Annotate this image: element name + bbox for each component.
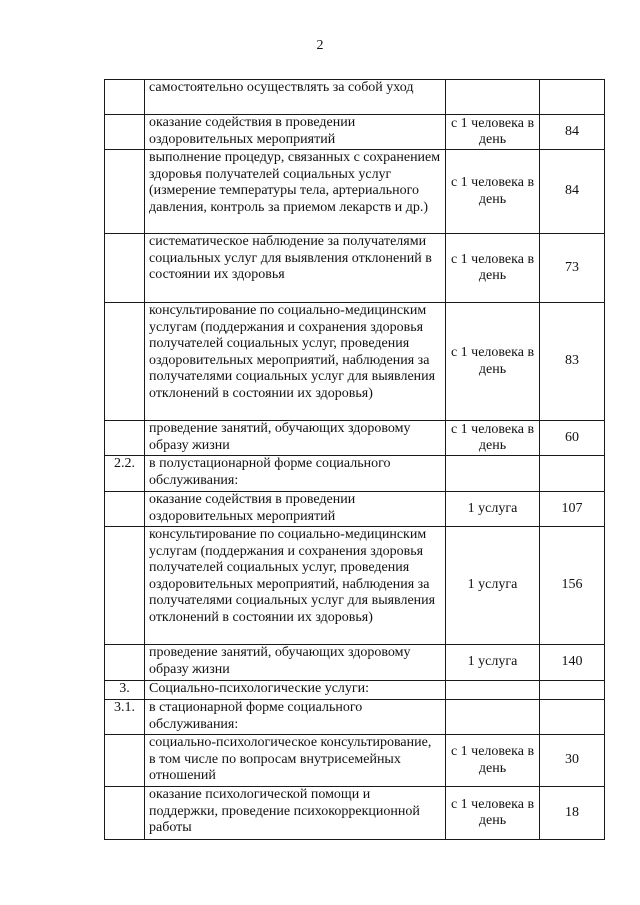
service-unit xyxy=(446,700,540,735)
service-unit: 1 услуга xyxy=(446,492,540,527)
row-number xyxy=(105,787,145,840)
service-price: 83 xyxy=(540,303,605,421)
service-unit: с 1 человека в день xyxy=(446,735,540,787)
row-number xyxy=(105,234,145,303)
service-name: проведение занятий, обучающих здоровому образу жизни xyxy=(145,645,446,681)
table-row xyxy=(105,645,605,681)
service-unit: с 1 человека в день xyxy=(446,787,540,840)
service-unit: с 1 человека в день xyxy=(446,421,540,456)
table-row xyxy=(105,735,605,787)
row-number xyxy=(105,735,145,787)
service-name: консультирование по социально-медицинским услугам (поддержания и сохранения здоровья получателей социальных услуг, проведения оздоровительных мероприятий, наблюдения за получателями социальных услуг для выявления отклонений в состоянии их здоровья) xyxy=(145,303,446,421)
service-price xyxy=(540,681,605,700)
service-unit: 1 услуга xyxy=(446,645,540,681)
service-unit: с 1 человека в день xyxy=(446,115,540,150)
service-unit xyxy=(446,681,540,700)
service-name: социально-психологическое консультирование, в том числе по вопросам внутрисемейных отношений xyxy=(145,735,446,787)
service-price: 73 xyxy=(540,234,605,303)
row-number: 3.1. xyxy=(105,700,145,735)
table-row xyxy=(105,787,605,840)
row-number xyxy=(105,150,145,234)
service-price: 84 xyxy=(540,150,605,234)
table-row xyxy=(105,456,605,492)
service-price: 84 xyxy=(540,115,605,150)
row-number xyxy=(105,80,145,115)
service-name: проведение занятий, обучающих здоровому образу жизни xyxy=(145,421,446,456)
table-row xyxy=(105,681,605,700)
service-name: оказание психологической помощи и поддержки, проведение психокоррекционной работы xyxy=(145,787,446,840)
row-number: 2.2. xyxy=(105,456,145,492)
row-number xyxy=(105,527,145,645)
row-number: 3. xyxy=(105,681,145,700)
service-price: 156 xyxy=(540,527,605,645)
service-unit: с 1 человека в день xyxy=(446,150,540,234)
section-heading: Социально-психологические услуги: xyxy=(145,681,446,700)
section-heading: в полустационарной форме социального обслуживания: xyxy=(145,456,446,492)
service-price xyxy=(540,456,605,492)
service-name: оказание содействия в проведении оздоровительных мероприятий xyxy=(145,492,446,527)
tariff-table xyxy=(104,79,605,840)
row-number xyxy=(105,115,145,150)
service-unit: с 1 человека в день xyxy=(446,303,540,421)
row-number xyxy=(105,303,145,421)
table-row xyxy=(105,421,605,456)
service-price: 60 xyxy=(540,421,605,456)
service-price: 140 xyxy=(540,645,605,681)
service-price: 18 xyxy=(540,787,605,840)
table-row xyxy=(105,527,605,645)
table-row xyxy=(105,700,605,735)
table-row xyxy=(105,234,605,303)
row-number xyxy=(105,492,145,527)
table-row xyxy=(105,492,605,527)
service-name: систематическое наблюдение за получателями социальных услуг для выявления отклонений в состоянии их здоровья xyxy=(145,234,446,303)
row-number xyxy=(105,421,145,456)
service-price: 30 xyxy=(540,735,605,787)
service-name: консультирование по социально-медицинским услугам (поддержания и сохранения здоровья получателей социальных услуг, проведения оздоровительных мероприятий, наблюдения за получателями социальных услуг для выявления отклонений в состоянии их здоровья) xyxy=(145,527,446,645)
table-row xyxy=(105,80,605,115)
service-name: самостоятельно осуществлять за собой уход xyxy=(145,80,446,115)
service-unit xyxy=(446,456,540,492)
service-name: выполнение процедур, связанных с сохранением здоровья получателей социальных услуг (измерение температуры тела, артериального давления, контроль за приемом лекарств и др.) xyxy=(145,150,446,234)
service-unit: 1 услуга xyxy=(446,527,540,645)
page-number: 2 xyxy=(316,38,324,53)
table-row xyxy=(105,303,605,421)
table-row xyxy=(105,150,605,234)
service-unit: с 1 человека в день xyxy=(446,234,540,303)
table-row xyxy=(105,115,605,150)
row-number xyxy=(105,645,145,681)
section-heading: в стационарной форме социального обслуживания: xyxy=(145,700,446,735)
service-unit xyxy=(446,80,540,115)
service-price xyxy=(540,700,605,735)
service-price xyxy=(540,80,605,115)
service-price: 107 xyxy=(540,492,605,527)
service-name: оказание содействия в проведении оздоровительных мероприятий xyxy=(145,115,446,150)
